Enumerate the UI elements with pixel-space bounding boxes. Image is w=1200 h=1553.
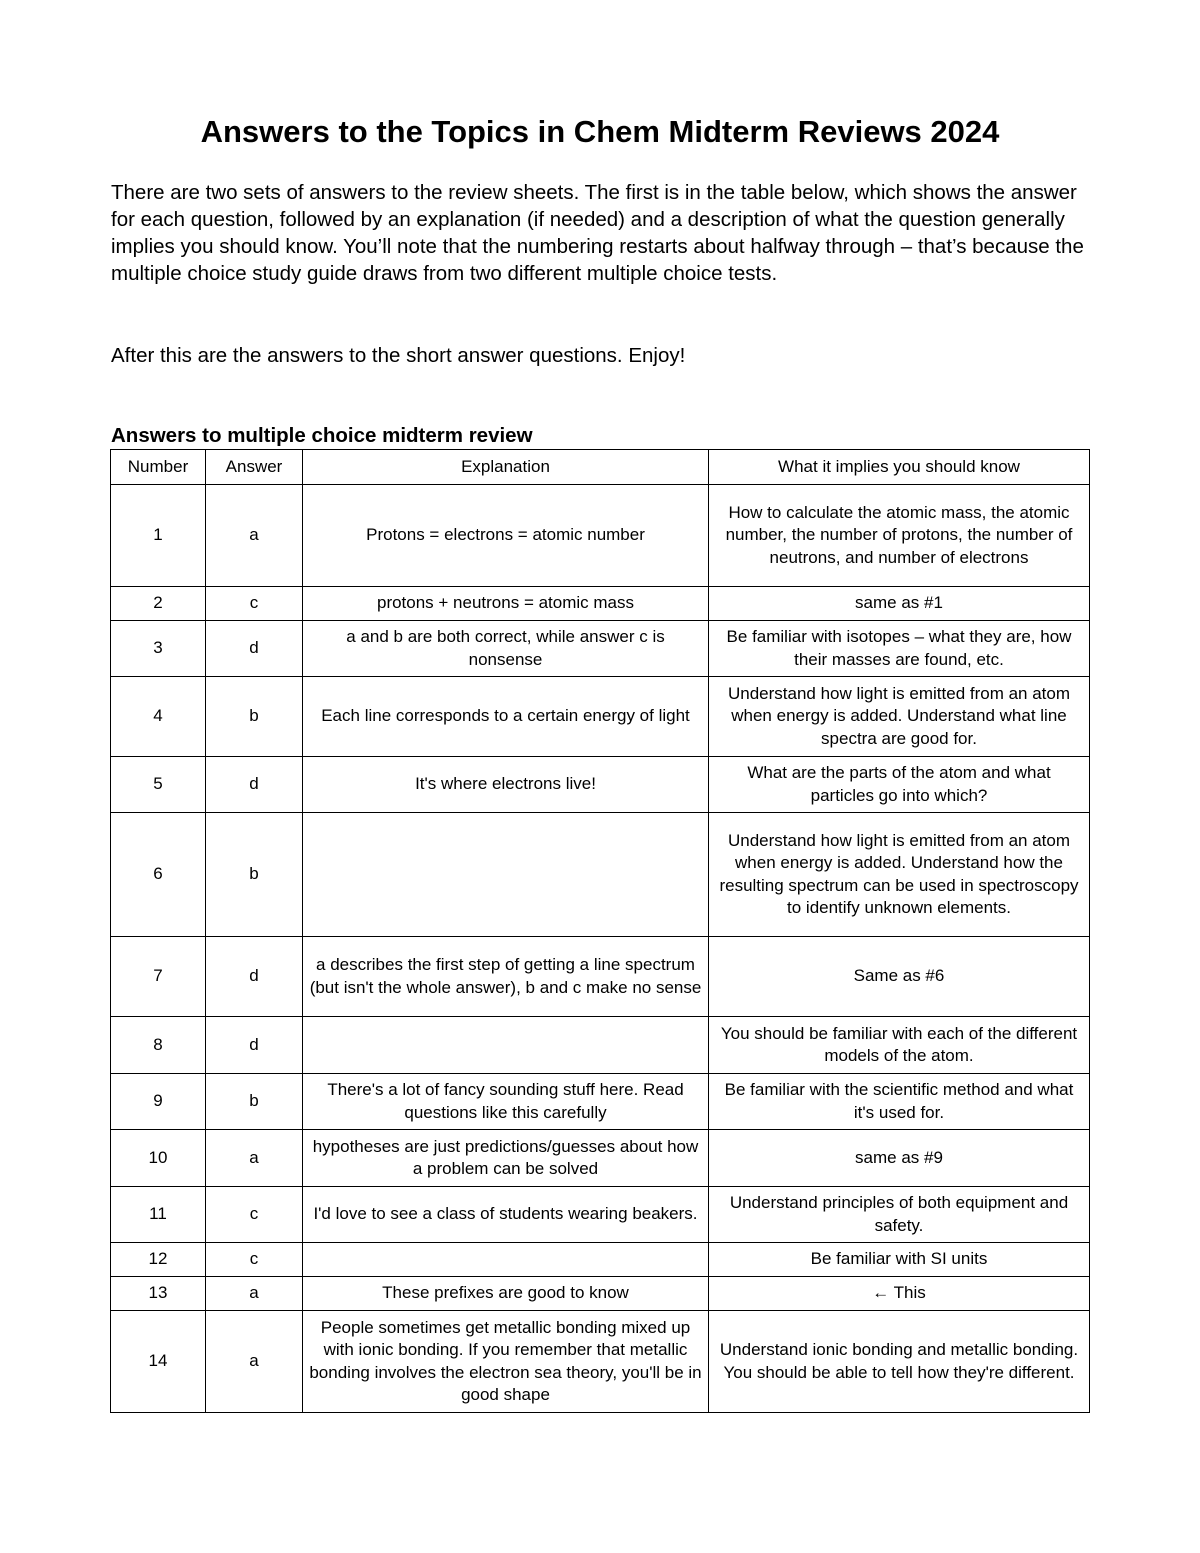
page-title: Answers to the Topics in Chem Midterm Reviews 2024	[200, 114, 1000, 149]
table-row	[111, 485, 1090, 587]
cell-implies: Understand how light is emitted from an atom when energy is added. Understand how the resulting spectrum can be used in spectroscopy to identify unknown elements.	[709, 813, 1090, 937]
cell-number: 6	[111, 813, 206, 937]
cell-implies: same as #9	[709, 1130, 1090, 1187]
table-row	[111, 1187, 1090, 1243]
cell-implies: Be familiar with the scientific method and what it's used for.	[709, 1074, 1090, 1130]
cell-implies: What are the parts of the atom and what particles go into which?	[709, 757, 1090, 813]
cell-number: 10	[111, 1130, 206, 1187]
cell-answer: c	[206, 1243, 303, 1277]
cell-number: 13	[111, 1277, 206, 1311]
cell-explanation: a and b are both correct, while answer c is nonsense	[303, 621, 709, 677]
cell-explanation: hypotheses are just predictions/guesses about how a problem can be solved	[303, 1130, 709, 1187]
cell-explanation: protons + neutrons = atomic mass	[303, 587, 709, 621]
table-row	[111, 1243, 1090, 1277]
cell-number: 14	[111, 1311, 206, 1413]
table-row	[111, 1074, 1090, 1130]
table-row	[111, 1130, 1090, 1187]
cell-explanation: Protons = electrons = atomic number	[303, 485, 709, 587]
cell-implies: Understand ionic bonding and metallic bonding. You should be able to tell how they're different.	[709, 1311, 1090, 1413]
header-answer: Answer	[206, 450, 303, 485]
header-number: Number	[111, 450, 206, 485]
answers-table	[110, 449, 1090, 1413]
cell-number: 9	[111, 1074, 206, 1130]
cell-number: 4	[111, 677, 206, 757]
cell-answer: c	[206, 1187, 303, 1243]
cell-answer: a	[206, 1130, 303, 1187]
cell-answer: d	[206, 757, 303, 813]
table-row	[111, 587, 1090, 621]
cell-number: 3	[111, 621, 206, 677]
cell-explanation: Each line corresponds to a certain energy of light	[303, 677, 709, 757]
cell-implies: You should be familiar with each of the different models of the atom.	[709, 1017, 1090, 1074]
cell-answer: b	[206, 1074, 303, 1130]
table-row	[111, 1017, 1090, 1074]
cell-explanation: People sometimes get metallic bonding mixed up with ionic bonding. If you remember that metallic bonding involves the electron sea theory, you'll be in good shape	[303, 1311, 709, 1413]
outro-paragraph: After this are the answers to the short answer questions. Enjoy!	[111, 344, 686, 367]
cell-number: 8	[111, 1017, 206, 1074]
cell-number: 5	[111, 757, 206, 813]
cell-answer: b	[206, 813, 303, 937]
cell-implies: How to calculate the atomic mass, the atomic number, the number of protons, the number of neutrons, and number of electrons	[709, 485, 1090, 587]
cell-answer: c	[206, 587, 303, 621]
cell-answer: d	[206, 937, 303, 1017]
cell-explanation: I'd love to see a class of students wearing beakers.	[303, 1187, 709, 1243]
cell-answer: a	[206, 1277, 303, 1311]
table-heading: Answers to multiple choice midterm review	[111, 424, 533, 447]
cell-answer: a	[206, 485, 303, 587]
cell-number: 1	[111, 485, 206, 587]
table-row	[111, 1311, 1090, 1413]
table-header-row	[111, 450, 1090, 485]
table-row	[111, 937, 1090, 1017]
header-implies: What it implies you should know	[709, 450, 1090, 485]
cell-number: 2	[111, 587, 206, 621]
table-row	[111, 813, 1090, 937]
cell-implies: same as #1	[709, 587, 1090, 621]
header-explanation: Explanation	[303, 450, 709, 485]
cell-implies: Same as #6	[709, 937, 1090, 1017]
table-row	[111, 621, 1090, 677]
cell-number: 11	[111, 1187, 206, 1243]
cell-explanation	[303, 1243, 709, 1277]
cell-implies: Understand how light is emitted from an atom when energy is added. Understand what line spectra are good for.	[709, 677, 1090, 757]
cell-answer: a	[206, 1311, 303, 1413]
cell-answer: d	[206, 1017, 303, 1074]
cell-explanation: a describes the first step of getting a line spectrum (but isn't the whole answer), b and c make no sense	[303, 937, 709, 1017]
cell-explanation	[303, 813, 709, 937]
intro-paragraph: There are two sets of answers to the review sheets. The first is in the table below, which shows the answer for each question, followed by an explanation (if needed) and a description of what the question generally implies you should know. You’ll note that the numbering restarts about halfway through – that’s because the multiple choice study guide draws from two different multiple choice tests.	[111, 181, 1084, 285]
table-row	[111, 677, 1090, 757]
cell-answer: b	[206, 677, 303, 757]
cell-number: 7	[111, 937, 206, 1017]
cell-answer: d	[206, 621, 303, 677]
table-row	[111, 1277, 1090, 1311]
cell-implies: Understand principles of both equipment and safety.	[709, 1187, 1090, 1243]
cell-number: 12	[111, 1243, 206, 1277]
cell-implies: ← This	[709, 1277, 1090, 1311]
cell-implies: Be familiar with SI units	[709, 1243, 1090, 1277]
cell-explanation: There's a lot of fancy sounding stuff here. Read questions like this carefully	[303, 1074, 709, 1130]
cell-explanation	[303, 1017, 709, 1074]
cell-implies: Be familiar with isotopes – what they are, how their masses are found, etc.	[709, 621, 1090, 677]
cell-explanation: These prefixes are good to know	[303, 1277, 709, 1311]
table-row	[111, 757, 1090, 813]
cell-explanation: It's where electrons live!	[303, 757, 709, 813]
